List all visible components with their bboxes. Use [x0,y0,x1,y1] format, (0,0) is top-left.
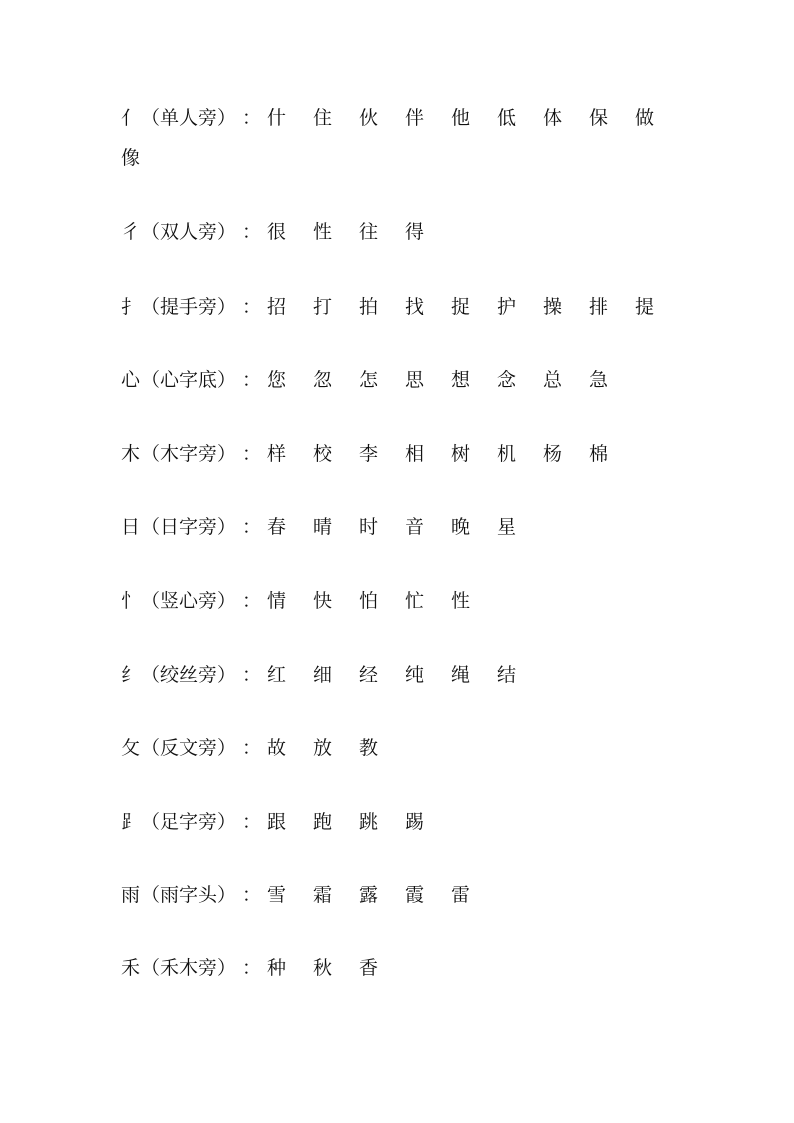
radical-name: （绞丝旁） [141,664,237,686]
example-character: 低 [497,107,517,129]
example-character: 李 [359,443,379,465]
example-character: 棉 [589,443,609,465]
separator-colon: ： [242,590,262,612]
example-character: 忙 [405,590,425,612]
radical-row [121,948,681,988]
example-characters [267,655,543,695]
example-character: 招 [267,296,287,318]
example-character: 怕 [359,590,379,612]
separator-colon: ： [242,737,262,759]
example-character: 晚 [451,516,471,538]
radical-symbol: 忄 [121,590,141,612]
example-character: 霜 [313,884,333,906]
example-character: 跟 [267,811,287,833]
example-character: 护 [497,296,517,318]
example-character: 纯 [405,664,425,686]
example-characters [267,98,681,138]
example-character: 情 [267,590,287,612]
example-character: 得 [405,221,425,243]
example-characters [267,212,451,252]
radical-symbol: 日 [121,516,141,538]
radical-row [121,507,681,547]
example-characters [267,287,681,327]
example-character: 总 [543,369,563,391]
example-character: 晴 [313,516,333,538]
radical-symbol: 雨 [121,884,141,906]
example-character: 树 [451,443,471,465]
example-character: 排 [589,296,609,318]
example-character: 性 [313,221,333,243]
example-character-wrapped: 像 [121,147,141,169]
example-character: 相 [405,443,425,465]
radical-symbol: 心 [121,369,141,391]
example-character: 香 [359,957,379,979]
example-character: 经 [359,664,379,686]
radical-symbol: 禾 [121,957,141,979]
example-characters [267,360,635,400]
example-character: 捉 [451,296,471,318]
example-character: 露 [359,884,379,906]
example-character: 细 [313,664,333,686]
example-character: 绳 [451,664,471,686]
separator-colon: ： [242,957,262,979]
example-character: 霞 [405,884,425,906]
example-character: 思 [405,369,425,391]
radical-name: （禾木旁） [141,957,237,979]
example-character: 杨 [543,443,563,465]
radical-name: （竖心旁） [141,590,237,612]
radical-row [121,875,681,915]
radical-name: （日字旁） [141,516,237,538]
example-character: 找 [405,296,425,318]
radical-name: （单人旁） [141,107,237,129]
example-character: 忽 [313,369,333,391]
example-character: 秋 [313,957,333,979]
radical-row [121,802,681,842]
example-characters [267,434,635,474]
example-characters [267,581,497,621]
example-character: 春 [267,516,287,538]
example-characters [267,875,497,915]
example-character: 快 [313,590,333,612]
separator-colon: ： [242,664,262,686]
example-character: 机 [497,443,517,465]
example-character: 结 [497,664,517,686]
example-character: 雷 [451,884,471,906]
radical-row [121,655,681,695]
separator-colon: ： [242,369,262,391]
radical-name: （足字旁） [141,811,237,833]
example-characters [267,728,405,768]
example-character: 他 [451,107,471,129]
radical-name: （反文旁） [141,737,237,759]
example-character: 念 [497,369,517,391]
example-character: 体 [543,107,563,129]
example-character: 往 [359,221,379,243]
example-character: 操 [543,296,563,318]
radical-row [121,212,681,252]
radical-symbol: 木 [121,443,141,465]
example-character: 拍 [359,296,379,318]
radical-symbol: 扌 [121,296,141,318]
example-character: 时 [359,516,379,538]
example-character: 放 [313,737,333,759]
example-character: 想 [451,369,471,391]
example-character: 很 [267,221,287,243]
radical-symbol: 纟 [121,664,141,686]
example-character: 星 [497,516,517,538]
radical-row [121,98,681,138]
radical-symbol: 彳 [121,221,141,243]
example-character: 踢 [405,811,425,833]
radical-row [121,434,681,474]
example-character: 教 [359,737,379,759]
separator-colon: ： [242,443,262,465]
example-character: 做 [635,107,655,129]
separator-colon: ： [242,221,262,243]
example-character: 保 [589,107,609,129]
example-character: 种 [267,957,287,979]
example-character: 您 [267,369,287,391]
radical-symbol: 攵 [121,737,141,759]
radical-symbol: 亻 [121,107,141,129]
example-character: 跑 [313,811,333,833]
example-character: 伙 [359,107,379,129]
separator-colon: ： [242,296,262,318]
example-character: 红 [267,664,287,686]
example-character: 性 [451,590,471,612]
example-character: 住 [313,107,333,129]
example-characters [267,948,405,988]
example-character: 伴 [405,107,425,129]
radical-row [121,581,681,621]
separator-colon: ： [242,107,262,129]
radical-name: （木字旁） [141,443,237,465]
radical-name: （心字底） [141,369,237,391]
separator-colon: ： [242,884,262,906]
example-character: 跳 [359,811,379,833]
example-character: 什 [267,107,287,129]
example-character: 提 [635,296,655,318]
radical-row [121,360,681,400]
example-character: 怎 [359,369,379,391]
example-character: 急 [589,369,609,391]
example-character: 校 [313,443,333,465]
radical-name: （双人旁） [141,221,237,243]
radical-name: （提手旁） [141,296,237,318]
example-character: 打 [313,296,333,318]
example-character: 样 [267,443,287,465]
example-character: 故 [267,737,287,759]
radical-row [121,728,681,768]
example-characters [267,507,543,547]
separator-colon: ： [242,811,262,833]
example-character: 音 [405,516,425,538]
example-characters [267,802,451,842]
radical-symbol: ⻊ [121,811,141,833]
separator-colon: ： [242,516,262,538]
example-character: 雪 [267,884,287,906]
radical-row [121,287,681,327]
radical-name: （雨字头） [141,884,237,906]
